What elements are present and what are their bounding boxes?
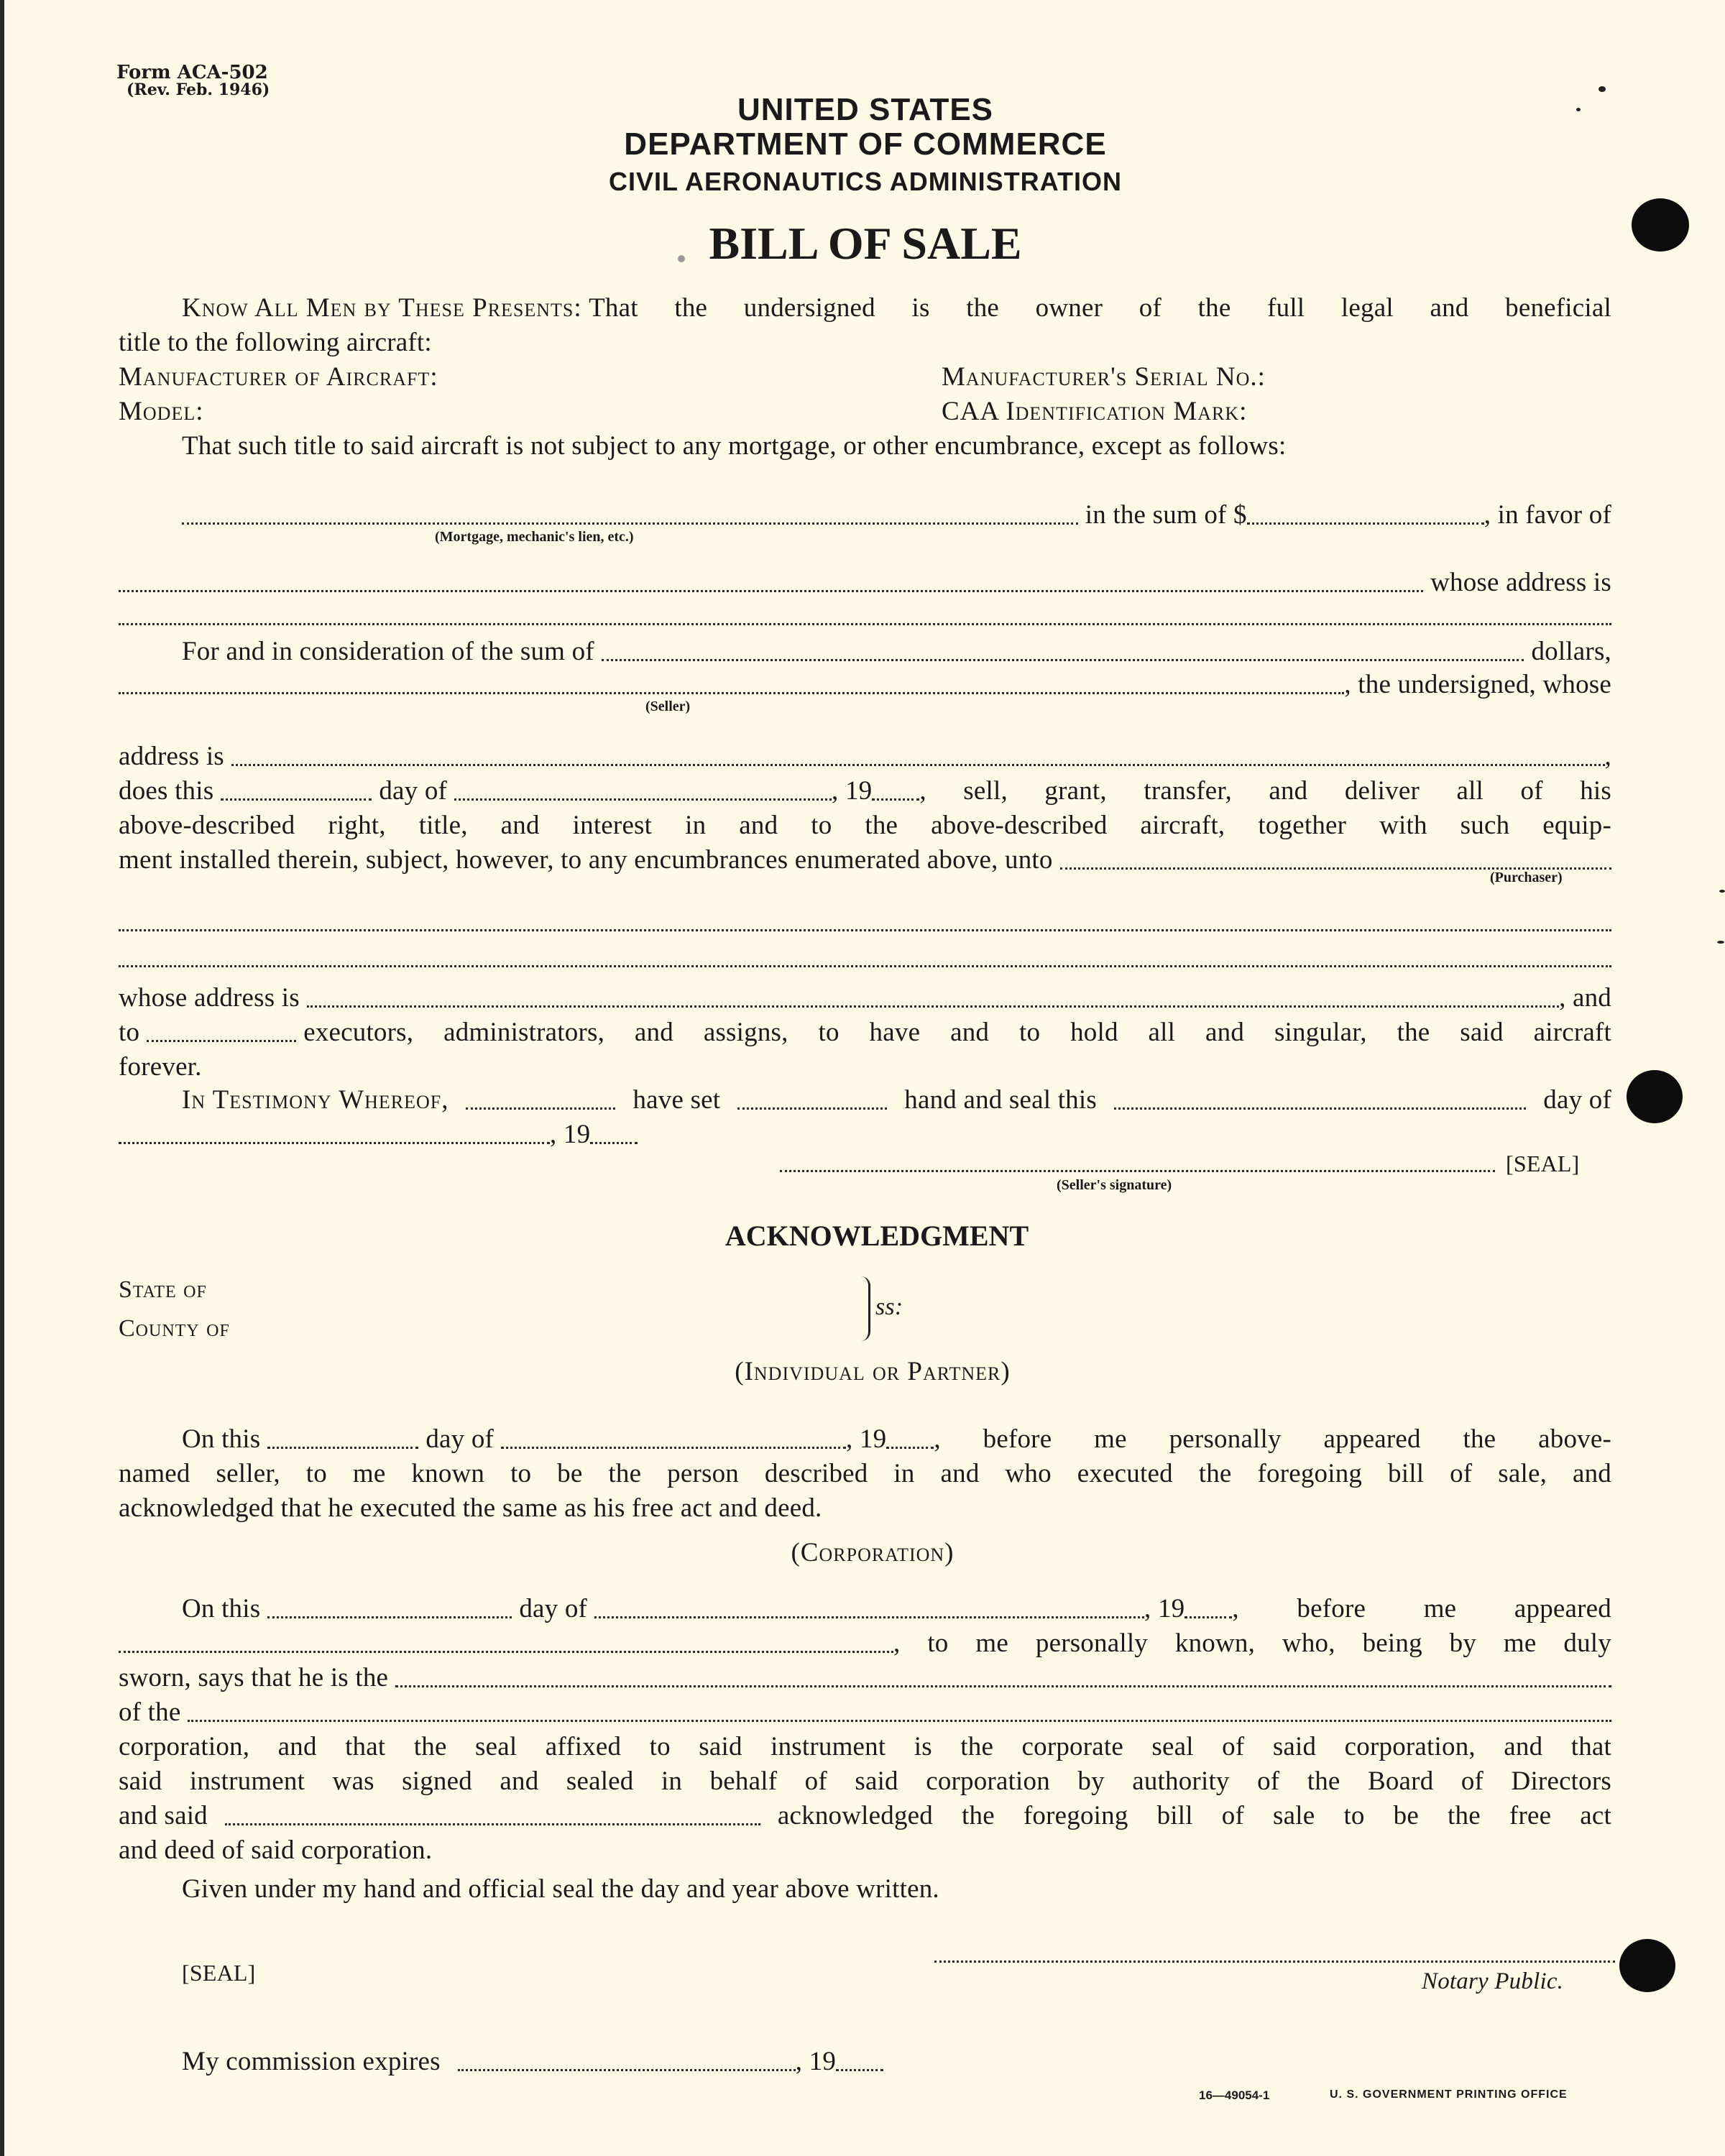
print-code: 16—49054-1: [1199, 2088, 1270, 2102]
ink-speck: [1598, 86, 1606, 92]
before-me-text: , before me appeared: [1232, 1594, 1611, 1623]
punch-hole-middle: [1627, 1070, 1683, 1123]
testimony-day-field[interactable]: [1114, 1107, 1526, 1110]
notary-signature-field[interactable]: [934, 1961, 1615, 1963]
acknowledged-text: acknowledged the foregoing bill of sale to be the free act: [777, 1801, 1611, 1830]
seller-address-field[interactable]: [231, 764, 1605, 766]
does-this-label: does this: [119, 776, 214, 806]
individual-heading: (Individual or Partner): [735, 1357, 1011, 1386]
in-favor-label: , in favor of: [1484, 500, 1611, 530]
corporation-officer-row: [119, 1627, 1611, 1660]
executors-text: executors, administrators, and assigns, to have and to hold all and singular, the said aircraft: [303, 1018, 1611, 1047]
serial-field[interactable]: [1380, 365, 1613, 394]
corporation-line-8: and deed of said corporation.: [119, 1835, 433, 1865]
caa-mark-field[interactable]: [1351, 400, 1613, 428]
corporation-officer-ack-row: [119, 1800, 1611, 1833]
purchaser-address-row: [119, 982, 1611, 1015]
commission-date-field[interactable]: [458, 2069, 796, 2071]
encumbrance-row: [119, 499, 1611, 532]
individual-line-2: [119, 1457, 1611, 1491]
whose-address-label: whose address is: [119, 983, 300, 1013]
form-revision: (Rev. Feb. 1946): [126, 80, 270, 99]
manufacturer-label: Manufacturer of Aircraft:: [119, 362, 438, 392]
intro-text: That the undersigned is the owner of the full legal and beneficial: [589, 293, 1611, 323]
on-this-label: On this: [182, 1594, 261, 1623]
corporation-officer-ack-field[interactable]: [225, 1823, 760, 1825]
commission-label: My commission expires: [182, 2047, 441, 2076]
year-prefix: , 19: [832, 776, 873, 806]
transfer-line-3: [119, 809, 1611, 842]
address-is-label: address is: [119, 742, 224, 771]
to-label: to: [119, 1018, 140, 1047]
signature-caption: (Seller's signature): [1057, 1177, 1172, 1193]
encumbrance-sum-field[interactable]: [1247, 522, 1484, 525]
header-agency: CIVIL AERONAUTICS ADMINISTRATION: [609, 167, 1122, 196]
and-label: , and: [1559, 983, 1611, 1013]
individual-date-row: [119, 1423, 1611, 1456]
corporation-heading: (Corporation): [791, 1538, 954, 1567]
ink-speck: [1717, 941, 1724, 944]
encumbrance-caption: (Mortgage, mechanic's lien, etc.): [435, 529, 634, 545]
purchaser-caption: (Purchaser): [1490, 870, 1563, 885]
purchaser-field-line-2[interactable]: [119, 929, 1611, 931]
individual-year-field[interactable]: [886, 1447, 934, 1449]
commission-year-field[interactable]: [836, 2069, 883, 2071]
seller-address-row: [119, 740, 1611, 773]
form-number: Form ACA-502: [116, 62, 268, 83]
corporation-month-field[interactable]: [594, 1616, 1144, 1618]
punch-hole-bottom: [1619, 1939, 1675, 1992]
sum-label: in the sum of $: [1085, 500, 1247, 530]
page-title: BILL OF SALE: [709, 218, 1022, 269]
lienholder-address-field[interactable]: [119, 623, 1611, 625]
testimony-month-field[interactable]: [119, 1142, 550, 1144]
testimony-pronoun-field[interactable]: [737, 1107, 887, 1110]
county-of-label: County of: [119, 1315, 230, 1342]
purchaser-row: [119, 844, 1611, 877]
board-authority-text: said instrument was signed and sealed in behalf of said corporation by authority of the Board of Directors: [119, 1766, 1611, 1796]
corporation-name-row: [119, 1696, 1611, 1729]
corporation-day-field[interactable]: [267, 1616, 512, 1618]
sworn-text: sworn, says that he is the: [119, 1663, 389, 1692]
of-the-label: of the: [119, 1697, 181, 1727]
unto-text: ment installed therein, subject, however, to any encumbrances enumerated above, unto: [119, 845, 1053, 875]
acknowledgment-title: ACKNOWLEDGMENT: [724, 1220, 1029, 1252]
individual-month-field[interactable]: [501, 1447, 846, 1449]
day-of-label: day of: [426, 1424, 494, 1454]
seller-seal: [SEAL]: [1506, 1151, 1580, 1176]
corporation-officer-title-field[interactable]: [395, 1685, 1611, 1687]
corporation-title-row: [119, 1662, 1611, 1695]
scan-edge: [0, 0, 4, 2156]
corporation-name-field[interactable]: [188, 1720, 1611, 1722]
individual-line-3: acknowledged that he executed the same as his free act and deed.: [119, 1493, 822, 1523]
forever-text: forever.: [119, 1052, 202, 1082]
testimony-date-row: [119, 1118, 638, 1151]
state-of-label: State of: [119, 1276, 207, 1303]
before-me-text: , before me personally appeared the above-: [934, 1424, 1611, 1454]
comma: ,: [1604, 742, 1611, 771]
serial-label: Manufacturer's Serial No.:: [942, 362, 1266, 392]
encumbrance-text: That such title to said aircraft is not subject to any mortgage, or other encumbrance, except as follows:: [182, 431, 1287, 461]
notary-seal: [SEAL]: [182, 1960, 256, 1986]
intro-lead: Know All Men by These Presents:: [182, 293, 582, 323]
commission-row: [182, 2045, 883, 2078]
purchaser-field-line-3[interactable]: [119, 965, 1611, 967]
testimony-year-field[interactable]: [590, 1142, 638, 1144]
sale-month-field[interactable]: [454, 798, 832, 801]
sale-day-field[interactable]: [221, 798, 372, 801]
ss-label: ss:: [875, 1294, 903, 1320]
and-said-label: and said: [119, 1801, 208, 1830]
corporate-seal-text: corporation, and that the seal affixed to said instrument is the corporate seal of said corporation, and that: [119, 1732, 1611, 1761]
sale-date-row: [119, 775, 1611, 808]
consideration-row: [119, 635, 1611, 668]
notary-public-label: Notary Public.: [1422, 1968, 1564, 1994]
corporation-date-row: [119, 1593, 1611, 1626]
year-prefix: , 19: [550, 1120, 591, 1149]
day-of-label: day of: [379, 776, 448, 806]
year-prefix: , 19: [795, 2047, 837, 2076]
purchaser-address-field[interactable]: [307, 1005, 1559, 1008]
seller-signature-field[interactable]: [780, 1170, 1495, 1172]
encumbrance-type-field[interactable]: [182, 522, 1078, 525]
transfer-text: above-described right, title, and interest in and to the above-described aircraft, together with such equip-: [119, 811, 1611, 840]
given-under-text: Given under my hand and official seal the day and year above written.: [182, 1874, 939, 1904]
individual-day-field[interactable]: [267, 1447, 418, 1449]
testimony-lead: In Testimony Whereof,: [182, 1085, 449, 1115]
dollars-label: dollars,: [1531, 637, 1611, 666]
corporation-year-field[interactable]: [1184, 1616, 1232, 1618]
whose-address-label: whose address is: [1430, 568, 1611, 597]
header-united-states: UNITED STATES: [737, 92, 994, 127]
manufacturer-field[interactable]: [553, 365, 916, 394]
lienholder-field[interactable]: [119, 590, 1423, 592]
corporation-line-5: [119, 1731, 1611, 1764]
day-of-label: day of: [1543, 1085, 1611, 1115]
seller-row: [119, 668, 1611, 701]
corporation-line-6: [119, 1765, 1611, 1798]
day-of-label: day of: [519, 1594, 588, 1623]
ss-brace-icon: [861, 1276, 870, 1341]
model-field[interactable]: [237, 400, 887, 428]
have-set-label: have set: [632, 1085, 721, 1115]
testimony-party-field[interactable]: [466, 1107, 615, 1110]
testimony-row: [119, 1084, 1611, 1117]
sale-year-field[interactable]: [872, 798, 919, 801]
caa-mark-label: CAA Identification Mark:: [942, 397, 1248, 426]
seller-name-field[interactable]: [119, 692, 1344, 694]
year-prefix: , 19: [1144, 1594, 1185, 1623]
header-department: DEPARTMENT OF COMMERCE: [624, 126, 1107, 162]
consideration-amount-field[interactable]: [602, 659, 1524, 661]
model-label: Model:: [119, 397, 204, 426]
personally-known-text: , to me personally known, who, being by me duly: [893, 1628, 1611, 1658]
corporation-officer-name-field[interactable]: [119, 1651, 893, 1653]
ink-speck: [1719, 890, 1725, 893]
printer-name: U. S. GOVERNMENT PRINTING OFFICE: [1330, 2088, 1568, 2101]
intro-line-1: [119, 292, 1611, 325]
hand-seal-label: hand and seal this: [904, 1085, 1097, 1115]
intro-line-2: title to the following aircraft:: [119, 328, 432, 357]
year-prefix: , 19: [846, 1424, 887, 1454]
individual-text: named seller, to me known to be the person described in and who executed the foregoing bill of sale, and: [119, 1459, 1611, 1488]
lienholder-row: [119, 566, 1611, 599]
sell-text: , sell, grant, transfer, and deliver all of his: [919, 776, 1611, 806]
seller-caption: (Seller): [645, 699, 691, 714]
undersigned-label: , the undersigned, whose: [1344, 670, 1611, 699]
on-this-label: On this: [182, 1424, 261, 1454]
purchaser-pronoun-field[interactable]: [147, 1040, 296, 1042]
consideration-label: For and in consideration of the sum of: [182, 637, 594, 666]
executors-row: [119, 1016, 1611, 1049]
